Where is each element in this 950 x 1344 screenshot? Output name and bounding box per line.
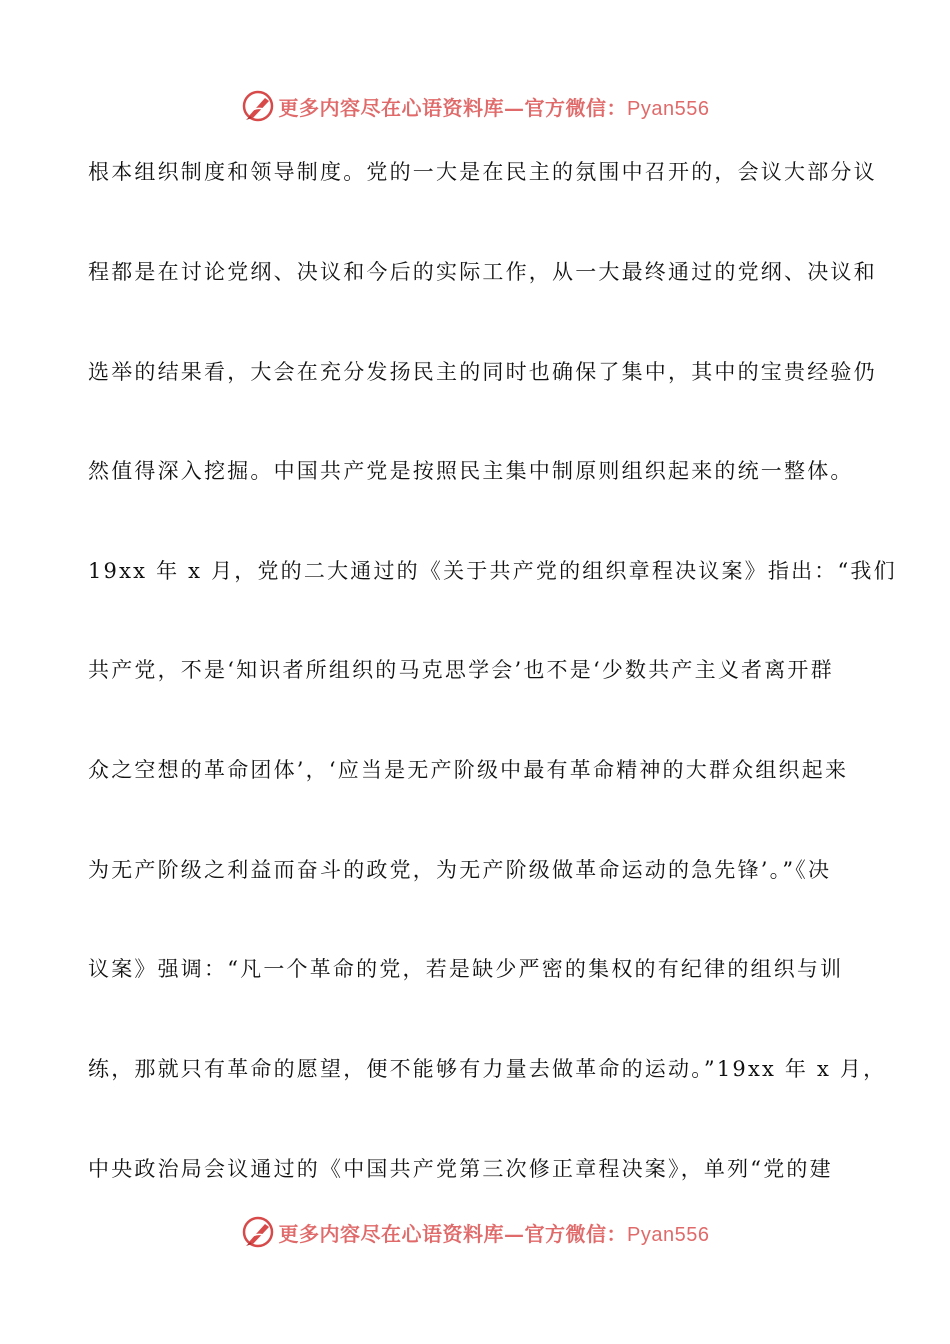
text-line-2: 程都是在讨论党纲、决议和今后的实际工作，从一大最终通过的党纲、决议和 (88, 260, 877, 284)
text-line-5: 19xx 年 x 月，党的二大通过的《关于共产党的组织章程决议案》指出：“我们 (88, 559, 897, 583)
pen-logo-icon (241, 1215, 275, 1249)
watermark-wechat-id: Pyan556 (627, 1223, 710, 1246)
text-line-6: 共产党，不是‘知识者所组织的马克思学会’也不是‘少数共产主义者离开群 (88, 658, 834, 682)
text-line-7: 众之空想的革命团体’，‘应当是无产阶级中最有革命精神的大群众组织起来 (88, 758, 849, 782)
text-line-3: 选举的结果看，大会在充分发扬民主的同时也确保了集中，其中的宝贵经验仍 (88, 360, 877, 384)
text-line-9: 议案》强调：“凡一个革命的党，若是缺少严密的集权的有纪律的组织与训 (88, 957, 844, 981)
text-line-11: 中央政治局会议通过的《中国共产党第三次修正章程决案》，单列“党的建 (88, 1157, 833, 1181)
header-watermark (0, 86, 950, 126)
watermark-wechat-id: Pyan556 (627, 97, 710, 120)
watermark-text (279, 92, 710, 121)
watermark-text-cn: 更多内容尽在心语资料库—官方微信： (278, 95, 628, 120)
text-line-1: 根本组织制度和领导制度。党的一大是在民主的氛围中召开的，会议大部分议 (88, 160, 877, 184)
watermark-text-cn: 更多内容尽在心语资料库—官方微信： (278, 1221, 628, 1246)
pen-logo-icon (241, 89, 275, 123)
text-line-10: 练，那就只有革命的愿望，便不能够有力量去做革命的运动。”19xx 年 x 月， (88, 1057, 887, 1081)
text-line-4: 然值得深入挖掘。中国共产党是按照民主集中制原则组织起来的统一整体。 (88, 459, 854, 483)
footer-watermark (0, 1212, 950, 1252)
text-line-8: 为无产阶级之利益而奋斗的政党，为无产阶级做革命运动的急先锋’。”《决 (88, 858, 832, 882)
watermark-text (279, 1218, 710, 1247)
